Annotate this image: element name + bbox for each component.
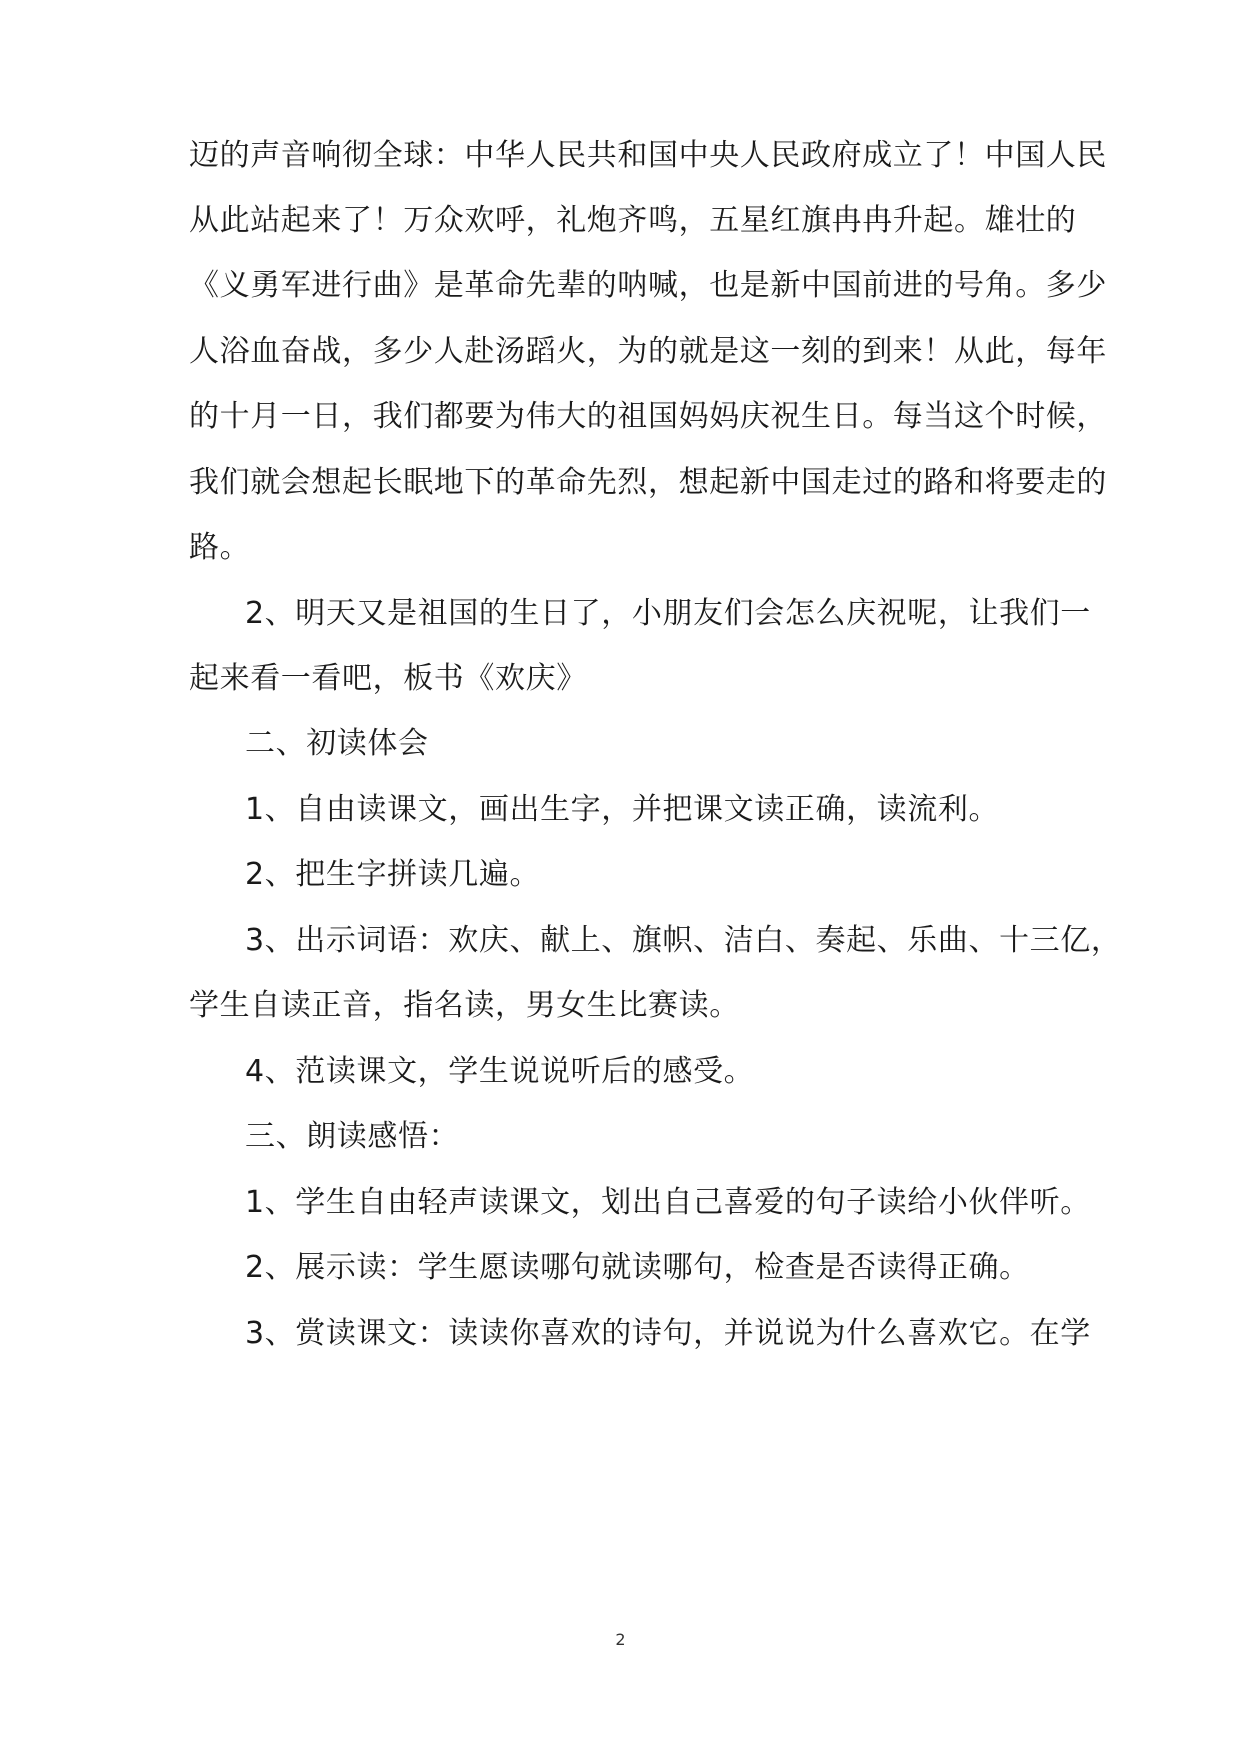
text-line: 迈的声音响彻全球：中华人民共和国中央人民政府成立了！中国人民 xyxy=(189,138,1107,173)
text-line: 3、出示词语：欢庆、献上、旗帜、洁白、奏起、乐曲、十三亿， xyxy=(245,923,1122,958)
text-line: 学生自读正音，指名读，男女生比赛读。 xyxy=(189,988,740,1023)
text-line: 2、展示读：学生愿读哪句就读哪句，检查是否读得正确。 xyxy=(245,1250,1030,1285)
text-line: 3、赏读课文：读读你喜欢的诗句，并说说为什么喜欢它。在学 xyxy=(245,1316,1091,1351)
page-number: 2 xyxy=(615,1630,626,1649)
text-line: 人浴血奋战，多少人赴汤蹈火，为的就是这一刻的到来！从此，每年 xyxy=(189,334,1107,369)
text-line: 从此站起来了！万众欢呼，礼炮齐鸣，五星红旗冉冉升起。雄壮的 xyxy=(189,203,1077,238)
text-line: 路。 xyxy=(189,530,251,565)
text-line: 1、自由读课文，画出生字，并把课文读正确，读流利。 xyxy=(245,792,1000,827)
text-line: 2、明天又是祖国的生日了，小朋友们会怎么庆祝呢，让我们一 xyxy=(245,596,1091,631)
text-line: 1、学生自由轻声读课文，划出自己喜爱的句子读给小伙伴听。 xyxy=(245,1185,1091,1220)
text-line: 起来看一看吧，板书《欢庆》 xyxy=(189,661,587,696)
section-heading: 二、初读体会 xyxy=(245,726,429,761)
text-line: 2、把生字拼读几遍。 xyxy=(245,857,541,892)
text-line: 我们就会想起长眠地下的革命先烈，想起新中国走过的路和将要走的 xyxy=(189,465,1107,500)
text-line: 《义勇军进行曲》是革命先辈的呐喊，也是新中国前进的号角。多少 xyxy=(189,268,1107,303)
section-heading: 三、朗读感悟： xyxy=(245,1119,460,1154)
text-line: 的十月一日，我们都要为伟大的祖国妈妈庆祝生日。每当这个时候， xyxy=(189,399,1107,434)
text-line: 4、范读课文，学生说说听后的感受。 xyxy=(245,1054,755,1089)
